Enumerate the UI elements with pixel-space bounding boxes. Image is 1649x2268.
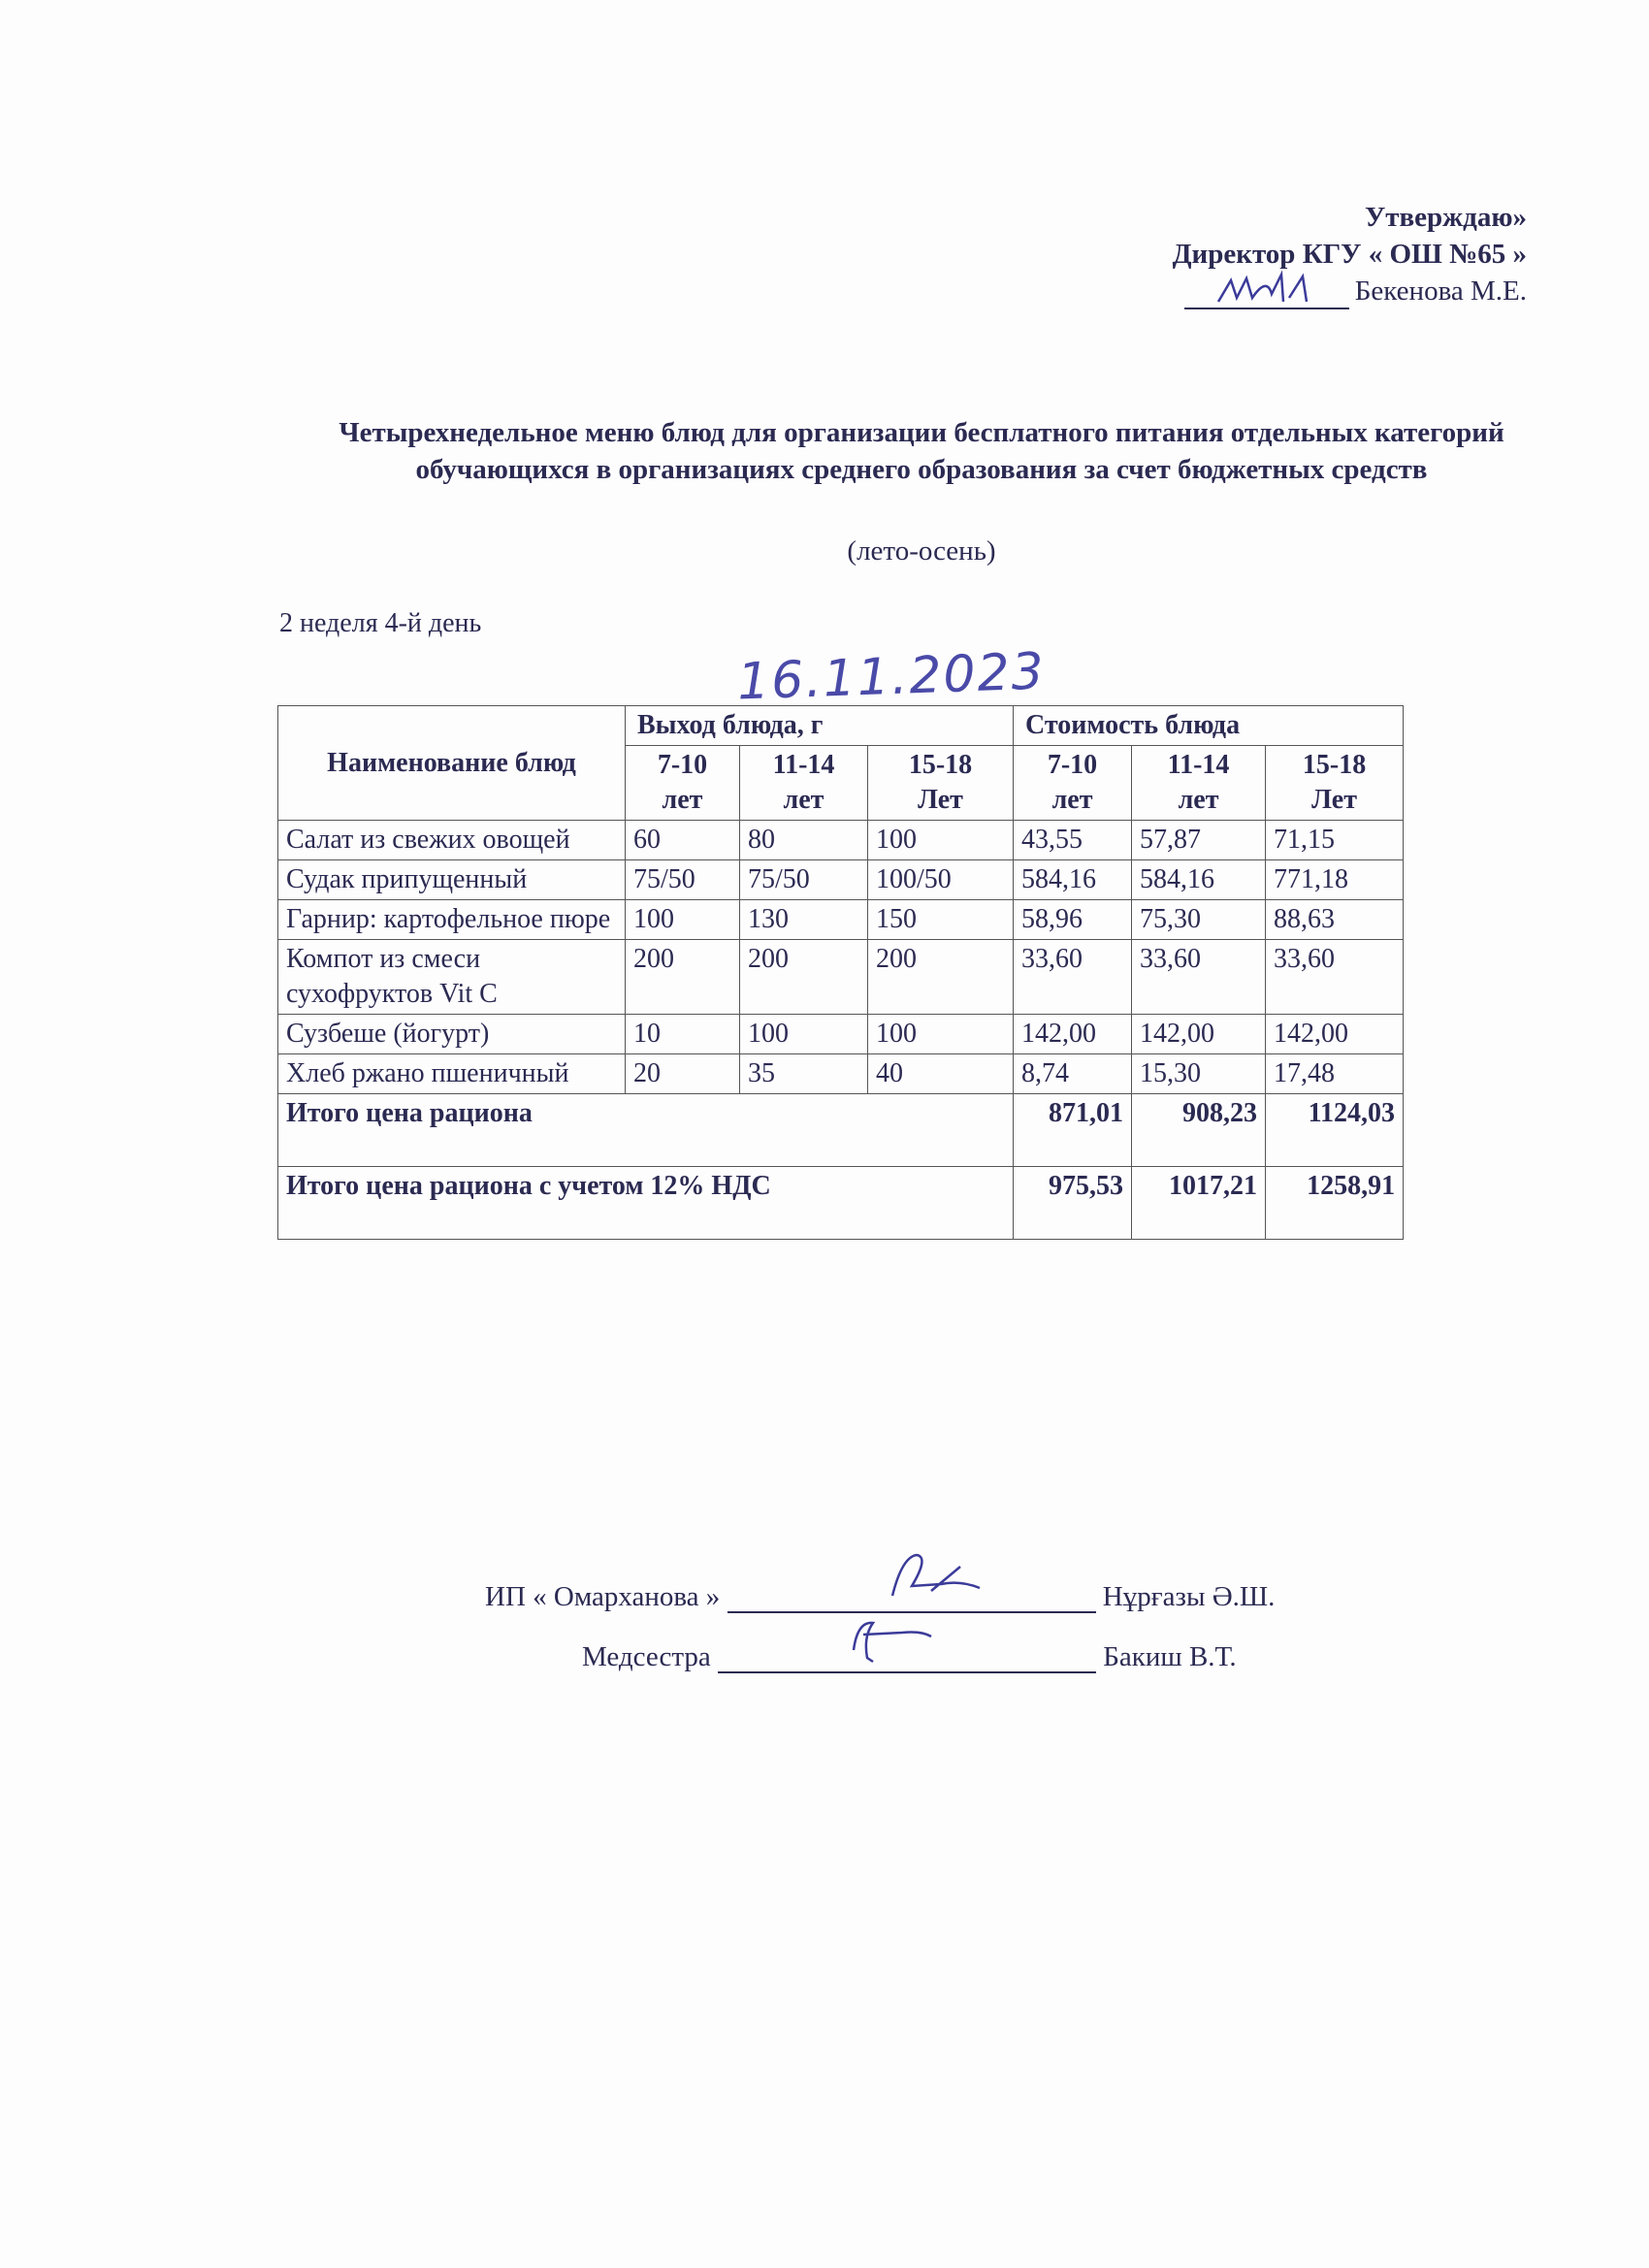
cell-value: 150 (868, 900, 1014, 940)
approval-line3 (848, 273, 1527, 309)
cell-value: 100 (740, 1015, 868, 1054)
cell-value: 40 (868, 1054, 1014, 1094)
cell-value: 43,55 (1014, 821, 1132, 860)
table-row (278, 900, 1404, 940)
table-row (278, 1015, 1404, 1054)
age-header: 7-10 лет (1014, 746, 1132, 821)
approval-line2: Директор КГУ « ОШ №65 » (1172, 239, 1527, 270)
total-label: Итого цена рациона (278, 1094, 1014, 1167)
dish-name: Компот из смеси сухофруктов Vit C (278, 940, 626, 1015)
group-header-yield: Выход блюда, г (626, 706, 1014, 746)
dish-name: Гарнир: картофельное пюре (278, 900, 626, 940)
cell-value: 80 (740, 821, 868, 860)
cell-value: 142,00 (1132, 1015, 1266, 1054)
season: (лето-осень) (847, 535, 996, 567)
ip-signature (873, 1547, 1009, 1605)
age-header: 15-18 Лет (1266, 746, 1404, 821)
cell-value: 200 (626, 940, 740, 1015)
approval-block (848, 199, 1527, 309)
table-row (278, 1054, 1404, 1094)
cell-value: 130 (740, 900, 868, 940)
cell-value: 33,60 (1266, 940, 1404, 1015)
director-name: Бекенова М.Е. (1354, 275, 1527, 307)
total-row (278, 1094, 1404, 1167)
total-vat-label: Итого цена рациона с учетом 12% НДС (278, 1167, 1014, 1240)
handwritten-date: 16.11.2023 (736, 642, 1047, 712)
cell-value: 10 (626, 1015, 740, 1054)
age-header: 11-14 лет (1132, 746, 1266, 821)
total-vat-value: 1258,91 (1266, 1167, 1404, 1240)
cell-value: 100 (868, 1015, 1014, 1054)
total-vat-value: 975,53 (1014, 1167, 1132, 1240)
ip-signature-line (728, 1586, 1096, 1613)
nurse-name: Бакиш В.Т. (1103, 1641, 1237, 1672)
cell-value: 100 (868, 821, 1014, 860)
cell-value: 35 (740, 1054, 868, 1094)
cell-value: 57,87 (1132, 821, 1266, 860)
signature-nurse (582, 1641, 1237, 1673)
cell-value: 75,30 (1132, 900, 1266, 940)
cell-value: 142,00 (1266, 1015, 1404, 1054)
cell-value: 75/50 (626, 860, 740, 900)
dish-name: Салат из свежих овощей (278, 821, 626, 860)
total-vat-row (278, 1167, 1404, 1240)
cell-value: 58,96 (1014, 900, 1132, 940)
age-header: 11-14 лет (740, 746, 868, 821)
total-vat-value: 1017,21 (1132, 1167, 1266, 1240)
nurse-signature-line (718, 1646, 1096, 1673)
table-header-row (278, 706, 1404, 746)
col-header-name: Наименование блюд (278, 706, 626, 821)
ip-label: ИП « Омарханова » (485, 1581, 721, 1612)
approval-line1: Утверждаю» (1364, 202, 1527, 233)
ip-name: Нұрғазы Ә.Ш. (1102, 1581, 1276, 1612)
director-signature-line (1184, 282, 1349, 309)
cell-value: 33,60 (1014, 940, 1132, 1015)
cell-value: 71,15 (1266, 821, 1404, 860)
total-value: 1124,03 (1266, 1094, 1404, 1167)
cell-value: 88,63 (1266, 900, 1404, 940)
cell-value: 17,48 (1266, 1054, 1404, 1094)
age-header: 15-18 Лет (868, 746, 1014, 821)
table-row (278, 860, 1404, 900)
signature-ip (485, 1581, 1275, 1613)
cell-value: 584,16 (1132, 860, 1266, 900)
cell-value: 75/50 (740, 860, 868, 900)
cell-value: 584,16 (1014, 860, 1132, 900)
week-day: 2 неделя 4-й день (279, 608, 482, 638)
total-value: 908,23 (1132, 1094, 1266, 1167)
dish-name: Судак припущенный (278, 860, 626, 900)
cell-value: 8,74 (1014, 1054, 1132, 1094)
cell-value: 200 (740, 940, 868, 1015)
cell-value: 100 (626, 900, 740, 940)
nurse-signature (834, 1611, 951, 1669)
dish-name: Хлеб ржано пшеничный (278, 1054, 626, 1094)
cell-value: 771,18 (1266, 860, 1404, 900)
cell-value: 200 (868, 940, 1014, 1015)
cell-value: 100/50 (868, 860, 1014, 900)
table-row (278, 940, 1404, 1015)
document-title: Четырехнедельное меню блюд для организации бесплатного питания отдельных категорий обучающихся в организациях среднего образования за счет бюджетных средств (339, 417, 1504, 485)
cell-value: 33,60 (1132, 940, 1266, 1015)
director-signature (1213, 269, 1330, 308)
total-value: 871,01 (1014, 1094, 1132, 1167)
dish-name: Сузбеше (йогурт) (278, 1015, 626, 1054)
table-row (278, 821, 1404, 860)
age-header: 7-10 лет (626, 746, 740, 821)
cell-value: 60 (626, 821, 740, 860)
cell-value: 20 (626, 1054, 740, 1094)
menu-table (277, 705, 1404, 1240)
cell-value: 142,00 (1014, 1015, 1132, 1054)
group-header-cost: Стоимость блюда (1014, 706, 1404, 746)
cell-value: 15,30 (1132, 1054, 1266, 1094)
nurse-label: Медсестра (582, 1641, 711, 1672)
